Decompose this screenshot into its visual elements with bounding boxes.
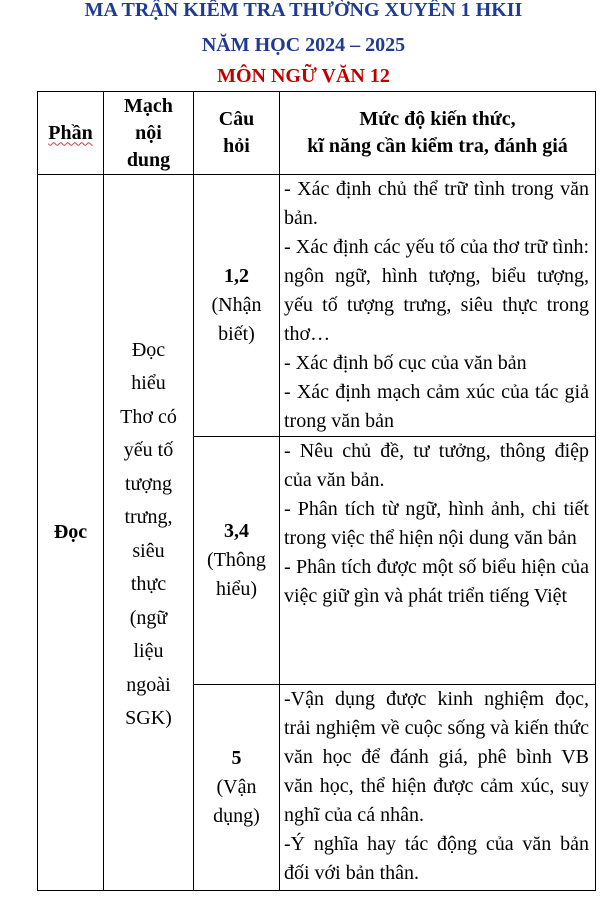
header-part: Phần bbox=[38, 92, 104, 175]
header-content: Mạch nội dung bbox=[104, 92, 194, 175]
question-cell: 5 (Vận dụng) bbox=[194, 685, 280, 891]
header-question: Câu hỏi bbox=[194, 92, 280, 175]
content-cell: Đọc hiểu Thơ có yếu tố tượng trưng, siêu thực (ngữ liệu ngoài SGK) bbox=[104, 175, 194, 891]
part-cell: Đọc bbox=[38, 175, 104, 891]
skills-cell: -Vận dụng được kinh nghiệm đọc, trải nghiệm về cuộc sống và kiến thức văn học để đánh giá, phê bình VB văn học, thể hiện được cảm xúc, suy nghĩ của cá nhân. -Ý nghĩa hay tác động của văn bản đối với bản thân. bbox=[280, 685, 596, 891]
table-row bbox=[38, 175, 596, 437]
skills-cell: - Xác định chủ thể trữ tình trong văn bản. - Xác định các yếu tố của thơ trữ tình: ngôn ngữ, hình tượng, biểu tượng, yếu tố tượng trưng, siêu thực trong thơ… - Xác định bố cục của văn bản - Xác định mạch cảm xúc của tác giả trong văn bản bbox=[280, 175, 596, 437]
header-skills: Mức độ kiến thức, kĩ năng cần kiểm tra, đánh giá bbox=[280, 92, 596, 175]
question-cell: 1,2 (Nhận biết) bbox=[194, 175, 280, 437]
title-line-1: MA TRẬN KIỂM TRA THƯỜNG XUYÊN 1 HKII bbox=[84, 0, 523, 21]
title-subject: MÔN NGỮ VĂN 12 bbox=[217, 65, 390, 87]
header-row bbox=[38, 92, 596, 175]
skills-cell: - Nêu chủ đề, tư tưởng, thông điệp của văn bản. - Phân tích từ ngữ, hình ảnh, chi tiết trong việc thể hiện nội dung văn bản - Phân tích được một số biểu hiện của việc giữ gìn và phát triển tiếng Việt bbox=[280, 437, 596, 685]
question-cell: 3,4 (Thông hiểu) bbox=[194, 437, 280, 685]
assessment-matrix-table bbox=[37, 91, 596, 891]
title-line-2: NĂM HỌC 2024 – 2025 bbox=[201, 34, 406, 56]
